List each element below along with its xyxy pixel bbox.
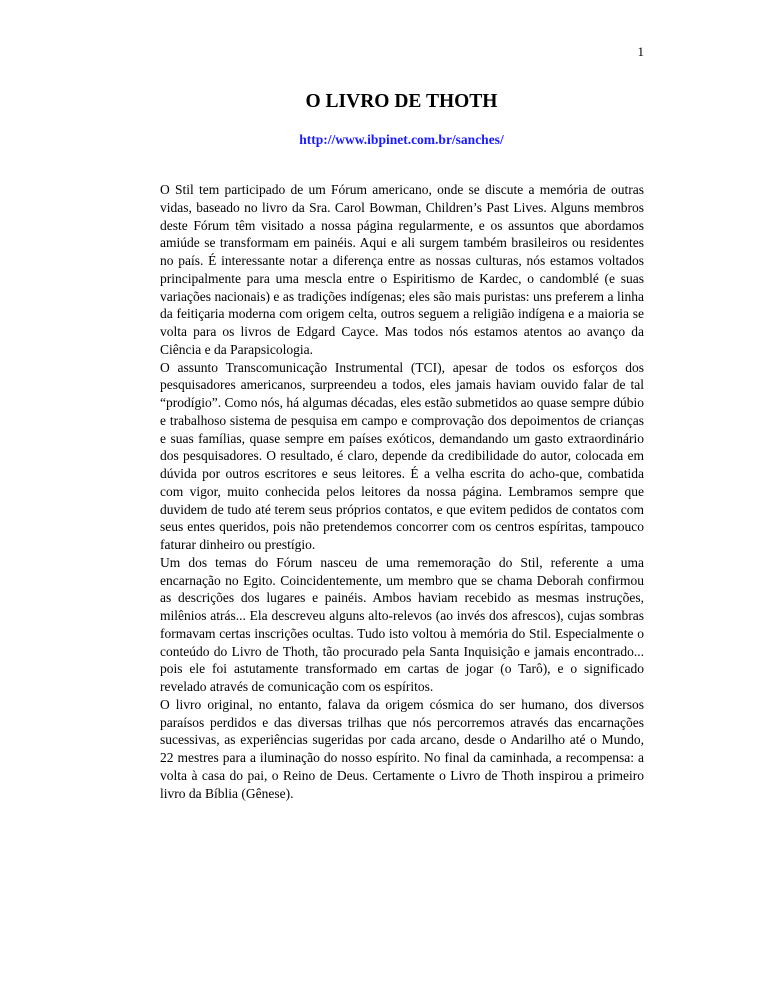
page-number: 1 bbox=[637, 44, 644, 59]
document-title: O LIVRO DE THOTH bbox=[305, 91, 498, 112]
paragraph-4: O livro original, no entanto, falava da origem cósmica do ser humano, dos diversos paraísos perdidos e das diversas trilhas que nós percorremos através das encarnações sucessivas, as experiências sugeridas por cada arcano, desde o Andarilho até o Mundo, 22 mestres para a iluminação do nosso espírito. No final da caminhada, a recompensa: a volta à casa do pai, o Reino de Deus. Certamente o Livro de Thoth inspirou a primeiro livro da Bíblia (Gênese). bbox=[160, 696, 644, 801]
source-url-link[interactable]: http://www.ibpinet.com.br/sanches/ bbox=[299, 132, 504, 147]
paragraph-3: Um dos temas do Fórum nasceu de uma rememoração do Stil, referente a uma encarnação no Egito. Coincidentemente, um membro que se chama Deborah confirmou as descrições dos lugares e painéis. Ambos haviam recebido as mesmas instruções, milênios atrás... Ela descreveu alguns alto-relevos (ao invés dos afrescos), cujas sombras formavam certas inscrições ocultas. Tudo isto voltou à memória do Stil. Especialmente o conteúdo do Livro de Thoth, tão procurado pela Santa Inquisição e jamais encontrado... pois ele foi astutamente transformado em cartas de jogar (o Tarô), e o significado revelado através de comunicação com os espíritos. bbox=[160, 554, 644, 694]
body-text bbox=[160, 181, 644, 802]
paragraph-1: O Stil tem participado de um Fórum americano, onde se discute a memória de outras vidas, baseado no livro da Sra. Carol Bowman, Children’s Past Lives. Alguns membros deste Fórum têm visitado a nossa página regularmente, e os assuntos que abordamos amiúde se transformam em painéis. Aqui e ali surgem também brasileiros ou residentes no país. É interessante notar a diferença entre as nossas culturas, nós estamos voltados principalmente para uma mescla entre o Espiritismo de Kardec, o candomblé (e suas variações nacionais) e as tradições indígenas; eles são mais puristas: uns preferem a linha da feitiçaria moderna com origem celta, outros seguem a religião indígena e a maioria se volta para os livros de Edgard Cayce. Mas todos nós estamos atentos ao avanço da Ciência e da Parapsicologia. bbox=[160, 182, 644, 357]
paragraph-2: O assunto Transcomunicação Instrumental (TCI), apesar de todos os esforços dos pesquisadores americanos, surpreendeu a todos, eles jamais haviam ouvido falar de tal “prodígio”. Como nós, há algumas décadas, eles estão submetidos ao quase sempre dúbio e trabalhoso sistema de pesquisa em campo e comprovação dos depoimentos de crianças e suas famílias, quase sempre em países exóticos, demandando um gasto extraordinário dos pesquisadores. O resultado, é claro, depende da credibilidade do autor, colocada em dúvida por outros escritores e seus leitores. É a velha escrita do acho-que, combatida com vigor, muito conhecida pelos leitores da nossa página. Lembramos sempre que duvidem de tudo até terem seus próprios contatos, e que evitem pedidos de contatos com seus entes queridos, pois não pretendemos concorrer com os centros espíritas, tampouco faturar dinheiro ou prestígio. bbox=[160, 359, 645, 552]
